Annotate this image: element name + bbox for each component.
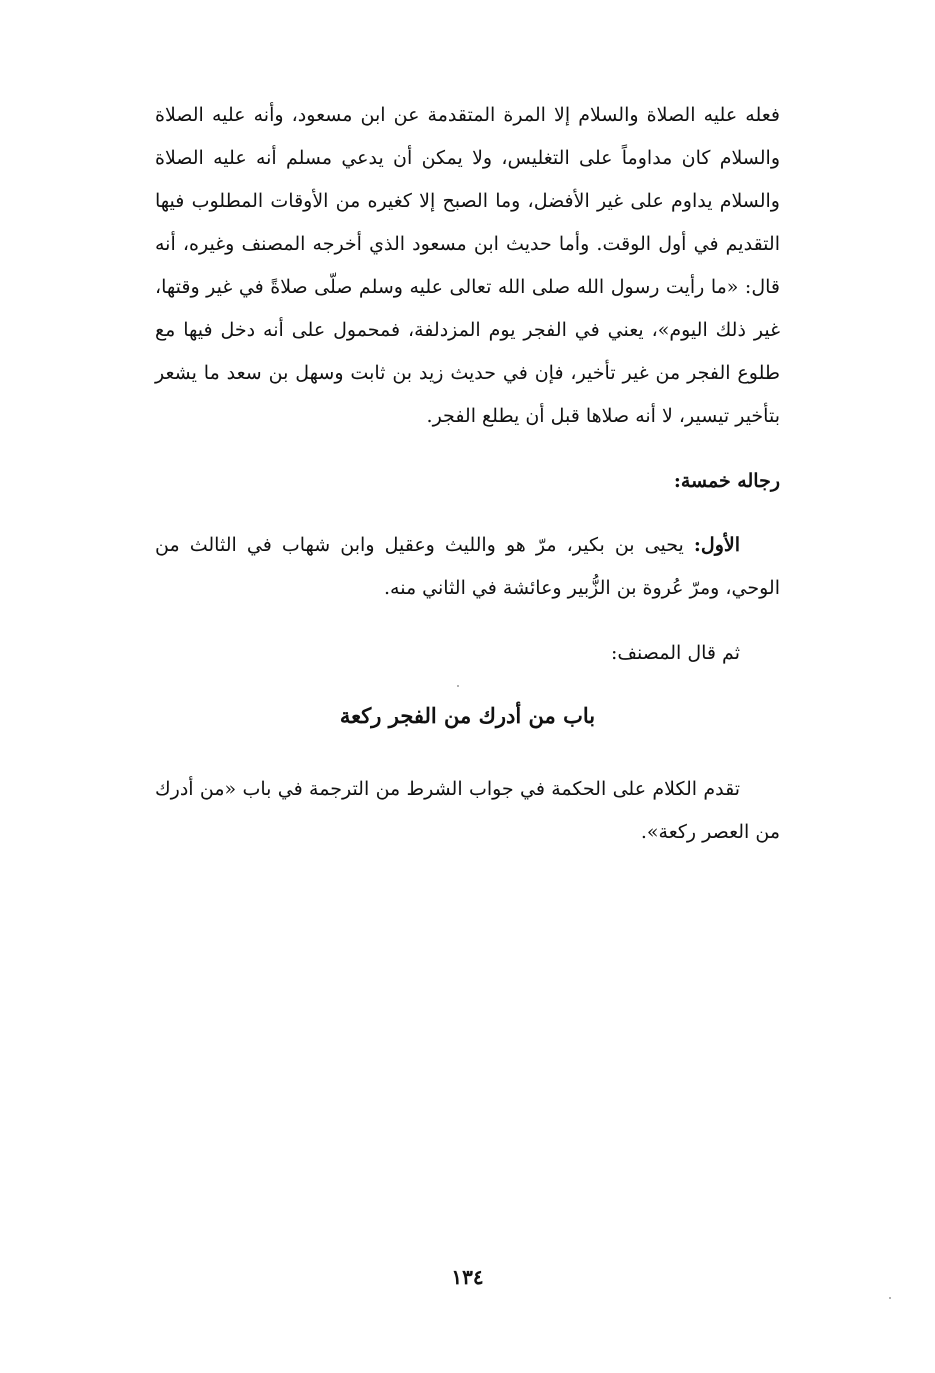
chapter-title: باب من أدرك من الفجر ركعة bbox=[339, 703, 596, 728]
body-paragraph-last-text: تقدم الكلام على الحكمة في جواب الشرط من الترجمة في باب «من أدرك من العصر ركعة». bbox=[155, 778, 780, 843]
author-said-line: ثم قال المصنف: bbox=[610, 642, 740, 664]
section-heading-rijal: رجاله خمسة: bbox=[673, 470, 780, 492]
narrator-paragraph bbox=[155, 524, 780, 610]
narrator-text: يحيى بن بكير، مرّ هو والليث وعقيل وابن شهاب في الثالث من الوحي، ومرّ عُروة بن الزُّبير وعائشة في الثاني منه. bbox=[155, 534, 780, 599]
print-speck bbox=[889, 1297, 891, 1299]
print-speck bbox=[457, 685, 459, 687]
body-paragraph-last bbox=[155, 768, 780, 854]
page-number: ١٣٤ bbox=[451, 1265, 484, 1289]
narrator-label: الأول: bbox=[693, 534, 740, 556]
body-paragraph: فعله عليه الصلاة والسلام إلا المرة المتقدمة عن ابن مسعود، وأنه عليه الصلاة والسلام كان مداوماً على التغليس، ولا يمكن أن يدعي مسلم أنه عليه الصلاة والسلام يداوم على غير الأفضل، وما الصبح إلا كغيره من الأوقات المطلوب فيها التقديم في أول الوقت. وأما حديث ابن مسعود الذي أخرجه المصنف وغيره، أنه قال: «ما رأيت رسول الله صلى الله تعالى عليه وسلم صلّى صلاةً في غير وقتها، غير ذلك اليوم»، يعني في الفجر يوم المزدلفة، فمحمول على أنه دخل فيها مع طلوع الفجر من غير تأخير، فإن في حديث زيد بن ثابت وسهل بن سعد ما يشعر بتأخير تيسير، لا أنه صلاها قبل أن يطلع الفجر. bbox=[155, 104, 780, 427]
